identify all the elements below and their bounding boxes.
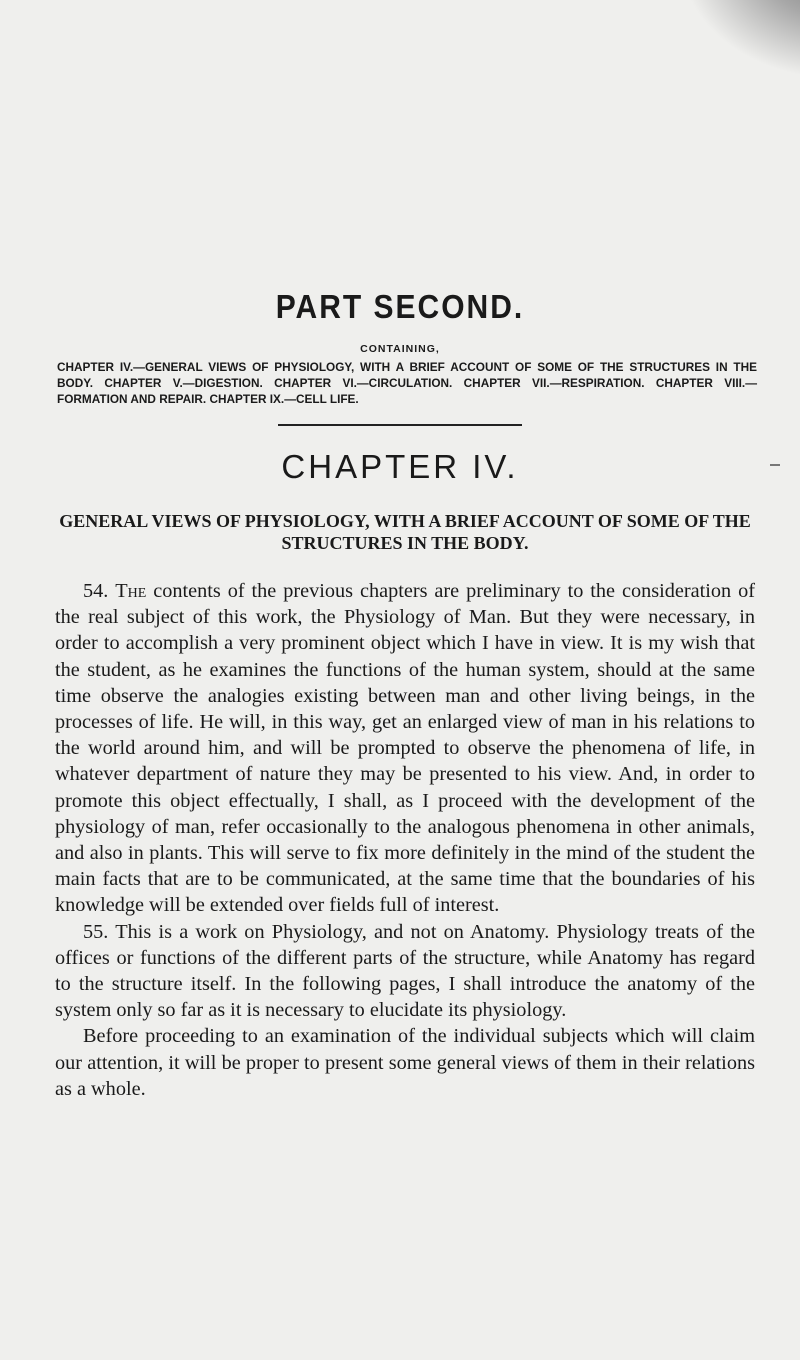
paragraph-text: Before proceeding to an examination of the individual subjects which will claim our attention, it will be proper to present some general views of them in their relations as a whole.	[55, 1025, 755, 1100]
chapter-title: CHAPTER IV.	[281, 448, 519, 485]
paragraph-before-proceeding	[55, 1023, 755, 1102]
chapter-body	[55, 578, 755, 1102]
paragraph-lead-word: The	[115, 580, 147, 602]
part-contents-list: CHAPTER IV.—GENERAL VIEWS OF PHYSIOLOGY, WITH A BRIEF ACCOUNT OF SOME OF THE STRUCTURES IN THE BODY. CHAPTER V.—DIGESTION. CHAPTER VI.—CIRCULATION. CHAPTER VII.—RESPIRATION. CHAPTER VIII.—FORMATION AND REPAIR. CHAPTER IX.—CELL LIFE.	[57, 360, 757, 406]
containing-label: CONTAINING,	[360, 343, 440, 355]
paragraph-number: 55.	[83, 920, 109, 943]
page-corner-shadow	[680, 0, 800, 80]
part-title: PART SECOND.	[275, 289, 525, 326]
divider-rule	[278, 424, 522, 426]
paragraph-text: This is a work on Physiology, and not on Anatomy. Physiology treats of the offices or functions of the different parts of the structure, while Anatomy has regard to the structure itself. In the following pages, I shall introduce the anatomy of the system only so far as it is necessary to elucidate its physiology.	[55, 920, 755, 1022]
paragraph-54	[55, 578, 755, 919]
paragraph-number: 54.	[83, 580, 109, 602]
margin-mark	[770, 464, 780, 466]
paragraph-55	[55, 919, 755, 1024]
chapter-subtitle: GENERAL VIEWS OF PHYSIOLOGY, WITH A BRIEF ACCOUNT OF SOME OF THE STRUCTURES IN THE BODY.	[59, 511, 751, 553]
paragraph-text: contents of the previous chapters are preliminary to the consideration of the real subject of this work, the Physiology of Man. But they were necessary, in order to accomplish a very prominent object which I have in view. It is my wish that the student, as he examines the functions of the human system, should at the same time observe the analogies existing between man and other living beings, in the processes of life. He will, in this way, get an enlarged view of man in his relations to the world around him, and will be prompted to observe the phenomena of life, in whatever department of nature they may be presented to his view. And, in order to promote this object effectually, I shall, as I proceed with the development of the physiology of man, refer occasionally to the analogous phenomena in other animals, and also in plants. This will serve to fix more definitely in the mind of the student the main facts that are to be communicated, at the same time that the boundaries of his knowledge will be extended over fields full of interest.	[55, 580, 755, 917]
